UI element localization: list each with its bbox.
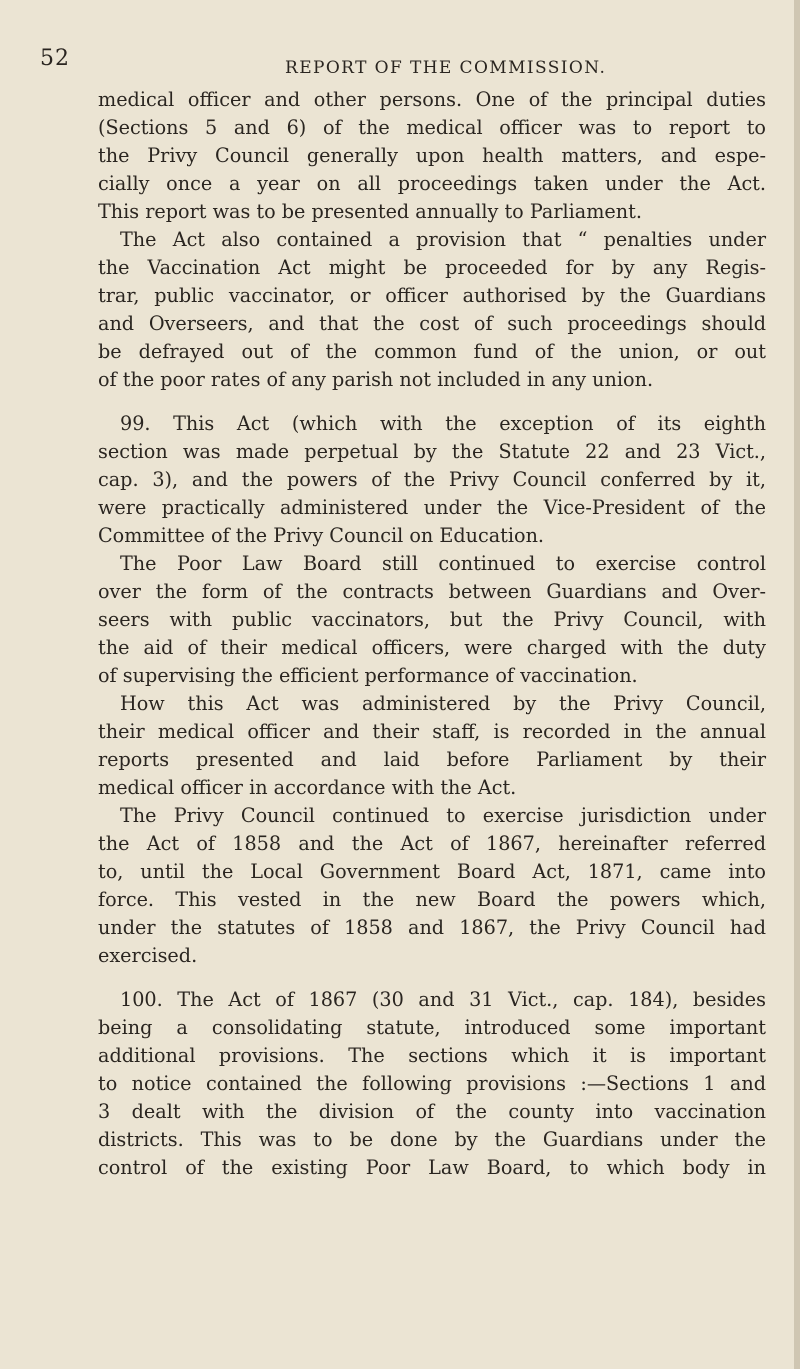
text-line: This report was to be presented annually to Parliament. [98,200,642,223]
text-line: The Act also contained a provision that “ penalties under [120,228,766,251]
text-line: Committee of the Privy Council on Education. [98,524,545,547]
text-line: cially once a year on all proceedings taken under the Act. [98,172,766,195]
text-line: the Act of 1858 and the Act of 1867, hereinafter referred [98,832,766,855]
text-line: The Privy Council continued to exercise jurisdiction under [120,804,766,827]
text-line: cap. 3), and the powers of the Privy Council conferred by it, [98,468,766,491]
text-line: to notice contained the following provisions :—Sections 1 and [98,1072,766,1095]
text-line: seers with public vaccinators, but the Privy Council, with [98,608,766,631]
text-line: How this Act was administered by the Privy Council, [120,692,766,715]
paragraph-gap [98,394,766,410]
text-line: the Vaccination Act might be proceeded for by any Regis- [98,256,766,279]
text-line: exercised. [98,944,198,967]
text-line: force. This vested in the new Board the powers which, [98,888,766,911]
text-line: trar, public vaccinator, or officer authorised by the Guardians [98,284,766,307]
text-line: additional provisions. The sections which it is important [98,1044,766,1067]
text-line: 99. This Act (which with the exception of its eighth [120,412,766,435]
text-line: be defrayed out of the common fund of the union, or out [98,340,766,363]
text-line: the aid of their medical officers, were charged with the duty [98,636,766,659]
text-line: to, until the Local Government Board Act, 1871, came into [98,860,766,883]
text-line: of the poor rates of any parish not included in any union. [98,368,654,391]
paragraph-gap [98,970,766,986]
text-line: medical officer in accordance with the Act. [98,776,517,799]
text-line: the Privy Council generally upon health matters, and espe- [98,144,766,167]
text-line: of supervising the efficient performance of vaccination. [98,664,638,687]
text-line: (Sections 5 and 6) of the medical officer was to report to [98,116,766,139]
page-number: 52 [40,46,70,71]
text-line: being a consolidating statute, introduced some important [98,1016,766,1039]
text-line: medical officer and other persons. One of the principal duties [98,88,766,111]
text-line: control of the existing Poor Law Board, to which body in [98,1156,766,1179]
text-line: and Overseers, and that the cost of such proceedings should [98,312,766,335]
text-line: districts. This was to be done by the Guardians under the [98,1128,766,1151]
text-line: were practically administered under the Vice-President of the [98,496,766,519]
text-line: 3 dealt with the division of the county into vaccination [98,1100,766,1123]
text-line: 100. The Act of 1867 (30 and 31 Vict., cap. 184), besides [120,988,766,1011]
text-line: reports presented and laid before Parliament by their [98,748,766,771]
body-text [98,86,766,1182]
text-line: their medical officer and their staff, is recorded in the annual [98,720,766,743]
running-head: REPORT OF THE COMMISSION. [285,58,607,78]
text-line: The Poor Law Board still continued to exercise control [120,552,766,575]
text-line: under the statutes of 1858 and 1867, the Privy Council had [98,916,766,939]
text-line: section was made perpetual by the Statute 22 and 23 Vict., [98,440,766,463]
text-line: over the form of the contracts between Guardians and Over- [98,580,766,603]
page-edge-shadow [794,0,800,1369]
